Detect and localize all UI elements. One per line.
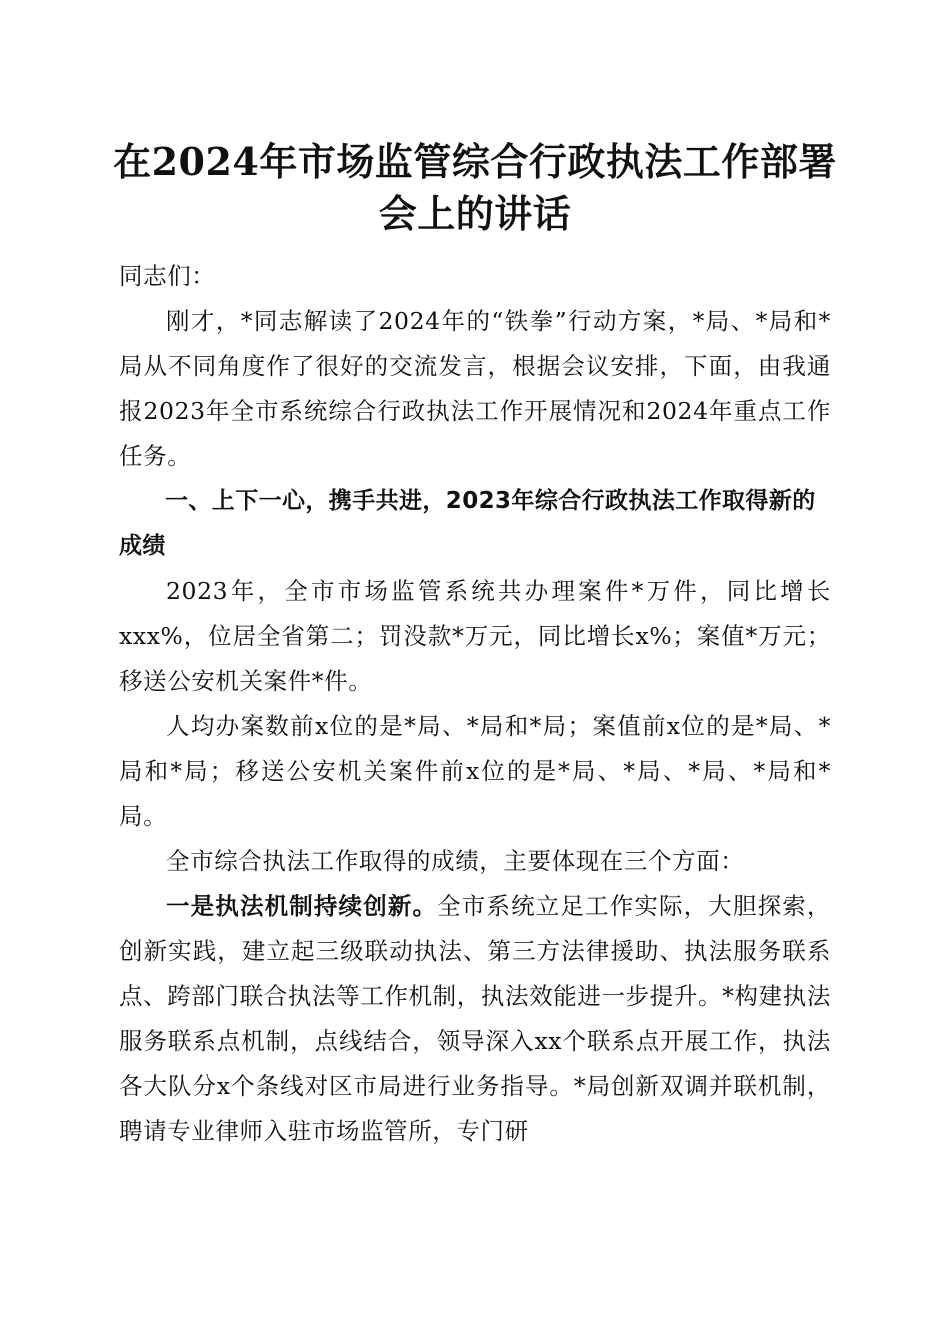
document-title: 在2024年市场监管综合行政执法工作部署会上的讲话 xyxy=(113,139,837,236)
intro-paragraph: 刚才，*同志解读了2024年的“铁拳”行动方案，*局、*局和*局从不同角度作了很好的交流发言，根据会议安排，下面，由我通报2023年全市系统综合行政执法工作开展情况和2024年重点工作任务。 xyxy=(119,307,831,470)
point-one-paragraph xyxy=(119,884,831,1154)
point-one-lead: 一是执法机制持续创新。 xyxy=(166,892,438,920)
salutation: 同志们： xyxy=(119,262,216,290)
ranking-paragraph: 人均办案数前x位的是*局、*局和*局；案值前x位的是*局、*局和*局；移送公安机关案件前x位的是*局、*局、*局、*局和*局。 xyxy=(119,712,831,830)
stats-paragraph: 2023年，全市市场监管系统共办理案件*万件，同比增长xxx%，位居全省第二；罚没款*万元，同比增长x%；案值*万元；移送公安机关案件*件。 xyxy=(119,577,831,695)
achievements-intro-paragraph: 全市综合执法工作取得的成绩，主要体现在三个方面： xyxy=(166,847,745,875)
document-body xyxy=(119,254,831,1154)
section-heading: 一、上下一心，携手共进，2023年综合行政执法工作取得新的成绩 xyxy=(119,488,816,559)
point-one-text: 全市系统立足工作实际，大胆探索，创新实践，建立起三级联动执法、第三方法律援助、执法服务联系点、跨部门联合执法等工作机制，执法效能进一步提升。*构建执法服务联系点机制，点线结合，领导深入xx个联系点开展工作，执法各大队分x个条线对区市局进行业务指导。*局创新双调并联机制，聘请专业律师入驻市场监管所，专门研 xyxy=(119,892,831,1145)
